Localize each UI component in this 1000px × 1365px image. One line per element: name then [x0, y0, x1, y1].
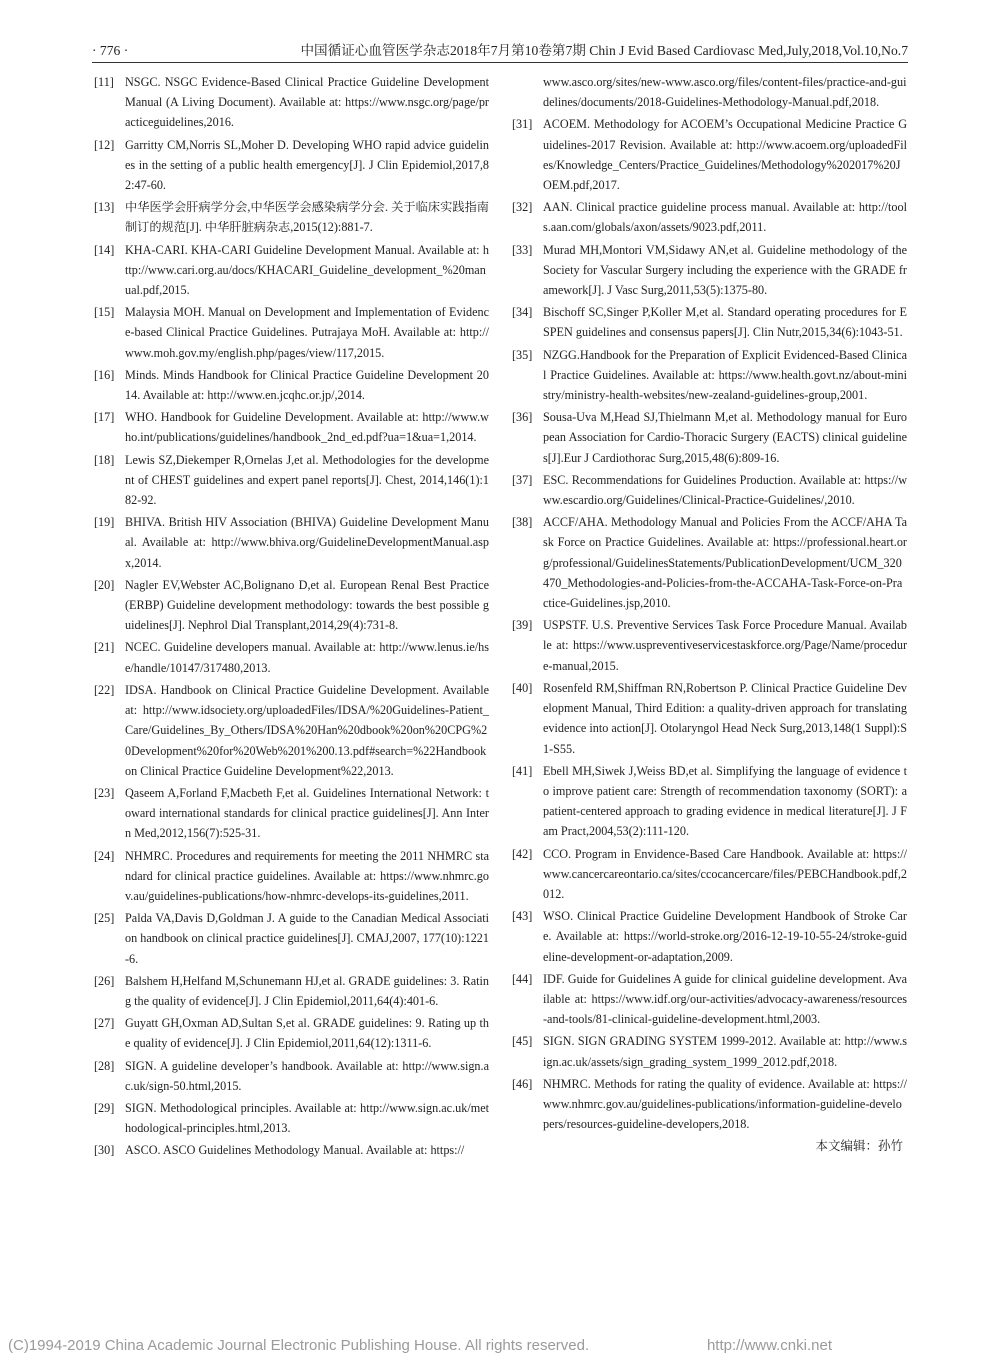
reference-text: Ebell MH,Siwek J,Weiss BD,et al. Simplifying the language of evidence to improve patient care: Strength of recommendation taxonomy (SORT): a patient-centered approach to grading evidence in medical literature[J]. J Fam Pract,2004,53(2):111-120. — [543, 763, 907, 839]
reference-item — [94, 1140, 489, 1160]
reference-number: [27] — [94, 1016, 115, 1031]
reference-number: [11] — [94, 75, 114, 89]
reference-item — [512, 407, 907, 468]
reference-text: NSGC. NSGC Evidence-Based Clinical Practice Guideline Development Manual (A Living Document). Available at: https://www.nsgc.org/page/practiceguidelines,2016. — [125, 75, 489, 130]
reference-item — [94, 197, 489, 237]
references-right-column — [512, 72, 907, 1156]
reference-text: IDSA. Handbook on Clinical Practice Guideline Development. Available at: http://www.idsociety.org/uploadedFiles/IDSA/%20Guidelines-Patient_Care/Guidelines_By_Others/IDSA%20Han%20dbook%20on%20CPG%20Development%20for%20Web%201%200.13.pdf#search=%22Handbook on Clinical Practice Guideline Development%22,2013. — [125, 682, 489, 778]
reference-text: Sousa-Uva M,Head SJ,Thielmann M,et al. Methodology manual for European Association for Cardio-Thoracic Surgery (EACTS) clinical guidelines[J].Eur J Cardiothorac Surg,2015,48(6):809-16. — [543, 410, 907, 465]
reference-number: [42] — [512, 846, 533, 861]
reference-item — [512, 302, 907, 342]
reference-item — [512, 615, 907, 676]
reference-number: [44] — [512, 971, 533, 986]
reference-number: [31] — [512, 117, 533, 132]
reference-text: NZGG.Handbook for the Preparation of Explicit Evidenced-Based Clinical Practice Guidelines. Available at: https://www.health.govt.nz/about-ministry/ministry-health-websites/new-zealand-guidelines-group,2001. — [543, 347, 907, 403]
reference-text: Bischoff SC,Singer P,Koller M,et al. Standard operating procedures for ESPEN guidelines and consensus papers[J]. Clin Nutr,2015,34(6):1043-51. — [543, 305, 907, 340]
reference-text: Palda VA,Davis D,Goldman J. A guide to the Canadian Medical Association handbook on clinical practice guidelines[J]. CMAJ,2007, 177(10):1221-6. — [125, 911, 489, 966]
reference-text: Rosenfeld RM,Shiffman RN,Robertson P. Clinical Practice Guideline Development Manual, Third Edition: a quality-driven approach for translating evidence into action[J]. Otolaryngol Head Neck Surg,2013,148(1 Suppl):S1-S55. — [543, 680, 907, 756]
page-header — [92, 40, 908, 63]
reference-number: [18] — [94, 452, 115, 467]
reference-text: BHIVA. British HIV Association (BHIVA) Guideline Development Manual. Available at: http://www.bhiva.org/GuidelineDevelopmentManual.aspx,2014. — [125, 515, 489, 570]
reference-text: Minds. Minds Handbook for Clinical Practice Guideline Development 2014. Available at: http://www.en.jcqhc.or.jp/,2014. — [125, 367, 489, 403]
reference-number: [30] — [94, 1143, 115, 1158]
reference-number: [28] — [94, 1058, 115, 1073]
reference-text: Garritty CM,Norris SL,Moher D. Developing WHO rapid advice guidelines in the setting of a public health emergency[J]. J Clin Epidemiol,2017,82:47-60. — [125, 137, 489, 193]
reference-item — [512, 345, 907, 406]
reference-item — [512, 72, 907, 112]
copyright-notice: (C)1994-2019 China Academic Journal Electronic Publishing House. All rights reserved. — [8, 1337, 590, 1354]
reference-item — [94, 908, 489, 969]
reference-number: [14] — [94, 242, 115, 257]
reference-number: [38] — [512, 515, 533, 530]
reference-number: [34] — [512, 305, 533, 320]
reference-text: ASCO. ASCO Guidelines Methodology Manual. Available at: https:// — [125, 1143, 465, 1158]
page-number: · 776 · — [92, 43, 129, 58]
reference-text: AAN. Clinical practice guideline process manual. Available at: http://tools.aan.com/globals/axon/assets/9023.pdf,2011. — [543, 200, 907, 235]
reference-text: CCO. Program in Envidence-Based Care Handbook. Available at: https://www.cancercareontario.ca/sites/ccocancercare/files/PEBCHandbook.pdf,2012. — [543, 846, 907, 901]
reference-item — [94, 637, 489, 677]
reference-text: ACCF/AHA. Methodology Manual and Policies From the ACCF/AHA Task Force on Practice Guidelines. Available at: https://professional.heart.org/professional/GuidelinesStatements/PublicationDevelopment/UCM_320470_Methodologies-and-Policies-from-the-ACCAHA-Task-Force-on-Practice-Guidelines.jsp,2010. — [543, 515, 907, 611]
reference-text: 中华医学会肝病学分会,中华医学会感染病学分会. 关于临床实践指南制订的规范[J]. 中华肝脏病杂志,2015(12):881-7. — [125, 200, 489, 235]
reference-text: ESC. Recommendations for Guidelines Production. Available at: https://www.escardio.org/Guidelines/Clinical-Practice-Guidelines/,2010. — [543, 472, 907, 508]
reference-number: [23] — [94, 785, 115, 800]
reference-text: www.asco.org/sites/new-www.asco.org/files/content-files/practice-and-guidelines/documents/2018-Guidelines-Methodology-Manual.pdf,2018. — [543, 75, 907, 110]
reference-item — [512, 470, 907, 510]
reference-text: WHO. Handbook for Guideline Development. Available at: http://www.who.int/publications/guidelines/handbook_2nd_ed.pdf?ua=1&ua=1,2014. — [125, 410, 489, 445]
cnki-link[interactable]: http://www.cnki.net — [706, 1337, 832, 1354]
reference-text: NCEC. Guideline developers manual. Available at: http://www.lenus.ie/hse/handle/10147/317480,2013. — [125, 640, 489, 675]
reference-number: [33] — [512, 242, 533, 257]
reference-item — [512, 906, 907, 967]
reference-number: [21] — [94, 640, 115, 655]
reference-text: WSO. Clinical Practice Guideline Development Handbook of Stroke Care. Available at: https://world-stroke.org/2016-12-19-10-55-24/stroke-guideline-development-or-adaptation,2009. — [543, 909, 907, 964]
reference-text: KHA-CARI. KHA-CARI Guideline Development Manual. Available at: http://www.cari.org.au/docs/KHACARI_Guideline_development_%20manual.pdf,2015. — [125, 242, 489, 298]
reference-number: [15] — [94, 305, 115, 320]
reference-item — [512, 114, 907, 195]
reference-number: [39] — [512, 618, 533, 633]
reference-number: [41] — [512, 763, 533, 778]
reference-text: SIGN. A guideline developer’s handbook. Available at: http://www.sign.ac.uk/sign-50.html,2015. — [125, 1058, 489, 1093]
reference-text: NHMRC. Procedures and requirements for meeting the 2011 NHMRC standard for clinical practice guidelines. Available at: https://www.nhmrc.gov.au/guidelines-publications/how-nhmrc-develops-its-guidelines,2011. — [125, 848, 489, 903]
reference-item — [512, 240, 907, 301]
reference-number: [37] — [512, 472, 533, 487]
reference-text: Guyatt GH,Oxman AD,Sultan S,et al. GRADE guidelines: 9. Rating up the quality of evidence[J]. J Clin Epidemiol,2011,64(12):1311-6. — [125, 1016, 489, 1051]
reference-text: Lewis SZ,Diekemper R,Ornelas J,et al. Methodologies for the development of CHEST guidelines and expert panel reports[J]. Chest, 2014,146(1):182-92. — [125, 452, 489, 508]
reference-number: [43] — [512, 909, 533, 924]
journal-citation-line: 中国循证心血管医学杂志2018年7月第10卷第7期 Chin J Evid Based Cardiovasc Med,July,2018,Vol.10,No.7 — [300, 43, 908, 58]
references-left-column — [94, 72, 489, 1163]
reference-item — [94, 240, 489, 301]
reference-item — [512, 512, 907, 613]
reference-text: USPSTF. U.S. Preventive Services Task Force Procedure Manual. Available at: https://www.uspreventiveservicestaskforce.org/Page/Name/procedure-manual,2015. — [543, 618, 907, 673]
reference-number: [13] — [94, 200, 115, 215]
reference-item — [94, 450, 489, 511]
reference-number: [24] — [94, 848, 115, 863]
reference-item — [94, 135, 489, 196]
reference-number: [26] — [94, 973, 115, 988]
reference-item — [94, 365, 489, 405]
reference-text: SIGN. Methodological principles. Available at: http://www.sign.ac.uk/methodological-principles.html,2013. — [125, 1100, 489, 1136]
reference-item — [94, 302, 489, 363]
reference-item — [94, 72, 489, 133]
reference-number: [25] — [94, 911, 115, 926]
reference-number: [20] — [94, 577, 115, 592]
reference-number: [45] — [512, 1034, 533, 1049]
reference-number: [29] — [94, 1100, 115, 1115]
reference-number: [16] — [94, 367, 115, 382]
reference-number: [40] — [512, 680, 533, 695]
reference-item — [512, 1031, 907, 1071]
reference-number: [46] — [512, 1076, 533, 1091]
reference-item — [94, 971, 489, 1011]
reference-number: [35] — [512, 347, 533, 362]
reference-item — [94, 512, 489, 573]
reference-item — [512, 844, 907, 905]
reference-number: [36] — [512, 410, 533, 425]
reference-text: Murad MH,Montori VM,Sidawy AN,et al. Guideline methodology of the Society for Vascular Surgery including the experience with the GRADE framework[J]. J Vasc Surg,2011,53(5):1375-80. — [543, 242, 907, 298]
reference-text: NHMRC. Methods for rating the quality of evidence. Available at: https://www.nhmrc.gov.au/guidelines-publications/information-guideline-developers/resources-guideline-developers,2018. — [543, 1076, 907, 1132]
reference-number: [19] — [94, 515, 115, 530]
reference-text: Qaseem A,Forland F,Macbeth F,et al. Guidelines International Network: toward international standards for clinical practice guidelines[J]. Ann Intern Med,2012,156(7):525-31. — [125, 785, 489, 841]
reference-number: [32] — [512, 200, 533, 215]
reference-text: IDF. Guide for Guidelines A guide for clinical guideline development. Available at: https://www.idf.org/our-activities/advocacy-awareness/resources-and-tools/81-clinical-guideline-development.html,2003. — [543, 971, 907, 1027]
reference-item — [94, 783, 489, 844]
reference-text: SIGN. SIGN GRADING SYSTEM 1999-2012. Available at: http://www.sign.ac.uk/assets/sign_grading_system_1999_2012.pdf,2018. — [543, 1034, 907, 1069]
reference-item — [512, 678, 907, 759]
reference-text: Balshem H,Helfand M,Schunemann HJ,et al. GRADE guidelines: 3. Rating the quality of evidence[J]. J Clin Epidemiol,2011,64(4):401-6. — [125, 973, 489, 1008]
reference-item — [94, 575, 489, 636]
editor-note: 本文编辑：孙竹 — [815, 1139, 903, 1154]
reference-item — [512, 1074, 907, 1135]
reference-item — [512, 197, 907, 237]
reference-item — [94, 1013, 489, 1053]
reference-number — [512, 72, 543, 112]
reference-item — [94, 846, 489, 907]
reference-item — [512, 969, 907, 1030]
reference-number: [17] — [94, 410, 115, 425]
reference-text: ACOEM. Methodology for ACOEM’s Occupational Medicine Practice Guidelines-2017 Revision. Available at: http://www.acoem.org/uploadedFiles/Knowledge_Centers/Practice_Guidelines/Methodology%202017%20JOEM.pdf,2017. — [543, 117, 907, 193]
reference-item — [512, 761, 907, 842]
reference-item — [94, 1098, 489, 1138]
reference-item — [94, 680, 489, 781]
reference-text: Nagler EV,Webster AC,Bolignano D,et al. European Renal Best Practice (ERBP) Guideline development methodology: towards the best possible guidelines[J]. Nephrol Dial Transplant,2014,29(4):731-8. — [125, 577, 489, 633]
reference-number: [12] — [94, 137, 115, 152]
reference-text: Malaysia MOH. Manual on Development and Implementation of Evidence-based Clinical Practice Guidelines. Putrajaya MoH. Available at: http://www.moh.gov.my/english.php/pages/view/117,2015. — [125, 305, 489, 360]
reference-item — [94, 407, 489, 447]
reference-item — [94, 1056, 489, 1096]
reference-number: [22] — [94, 682, 115, 697]
